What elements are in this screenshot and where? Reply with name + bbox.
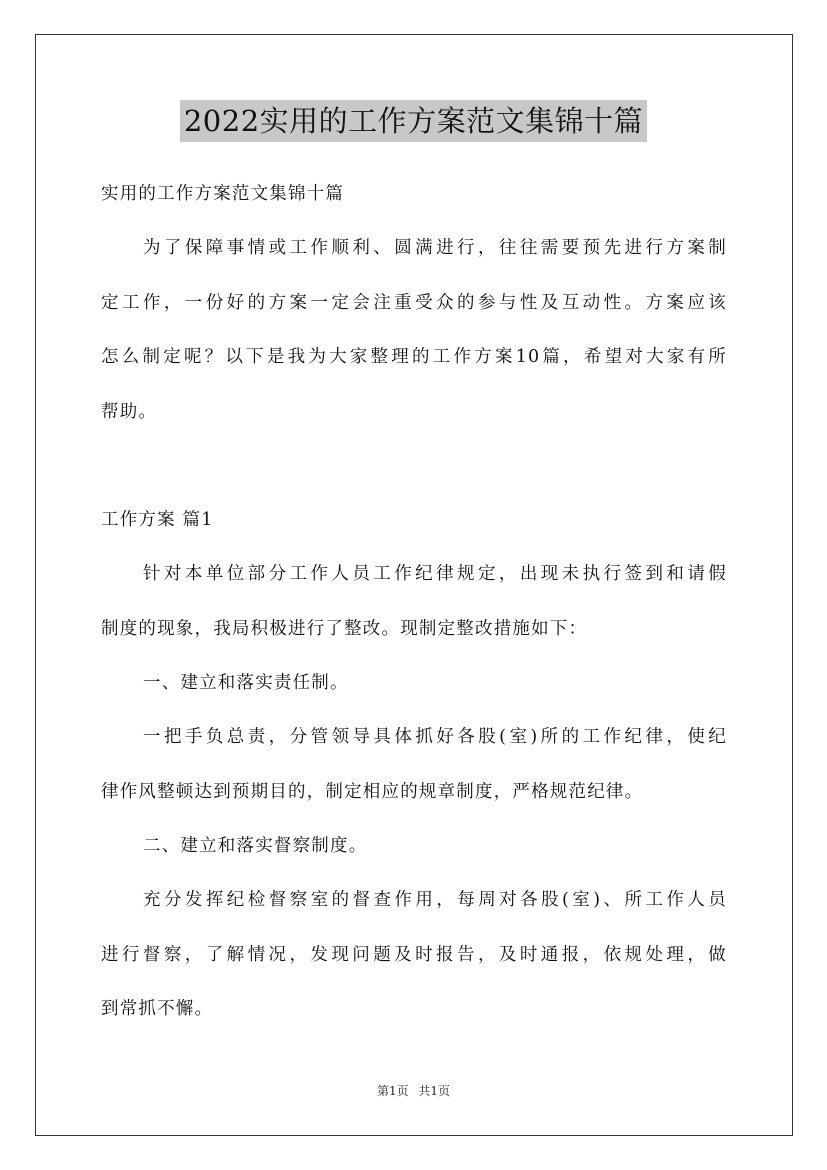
intro-line-2: 定工作，一份好的方案一定会注重受众的参与性及互动性。方案应该	[101, 293, 727, 313]
list-heading: 一、建立和落实责任制。	[143, 673, 349, 693]
intro-line-4: 帮助。	[101, 402, 158, 422]
paragraph-line: 一把手负总责，分管领导具体抓好各股(室)所的工作纪律，使纪	[143, 727, 727, 747]
page-footer	[0, 1083, 827, 1099]
paragraph-line: 充分发挥纪检督察室的督查作用，每周对各股(室)、所工作人员	[143, 890, 727, 910]
intro-line-1: 为了保障事情或工作顺利、圆满进行，往往需要预先进行方案制	[143, 238, 727, 258]
page-total: 共1页	[418, 1084, 451, 1098]
section-heading: 工作方案 篇1	[101, 510, 214, 530]
intro-line-3: 怎么制定呢？以下是我为大家整理的工作方案10篇，希望对大家有所	[101, 347, 727, 367]
title-container	[0, 100, 827, 142]
paragraph-line: 进行督察，了解情况，发现问题及时报告，及时通报，依规处理，做	[101, 945, 727, 965]
document-subtitle: 实用的工作方案范文集锦十篇	[101, 184, 345, 204]
list-heading: 二、建立和落实督察制度。	[143, 836, 368, 856]
paragraph-line: 针对本单位部分工作人员工作纪律规定，出现未执行签到和请假	[143, 564, 727, 584]
page-number: 第1页	[376, 1084, 409, 1098]
paragraph-line: 制度的现象，我局积极进行了整改。现制定整改措施如下：	[101, 619, 588, 639]
paragraph-line: 到常抓不懈。	[101, 999, 214, 1019]
document-title: 2022实用的工作方案范文集锦十篇	[180, 100, 647, 142]
paragraph-line: 律作风整顿达到预期目的，制定相应的规章制度，严格规范纪律。	[101, 782, 644, 802]
